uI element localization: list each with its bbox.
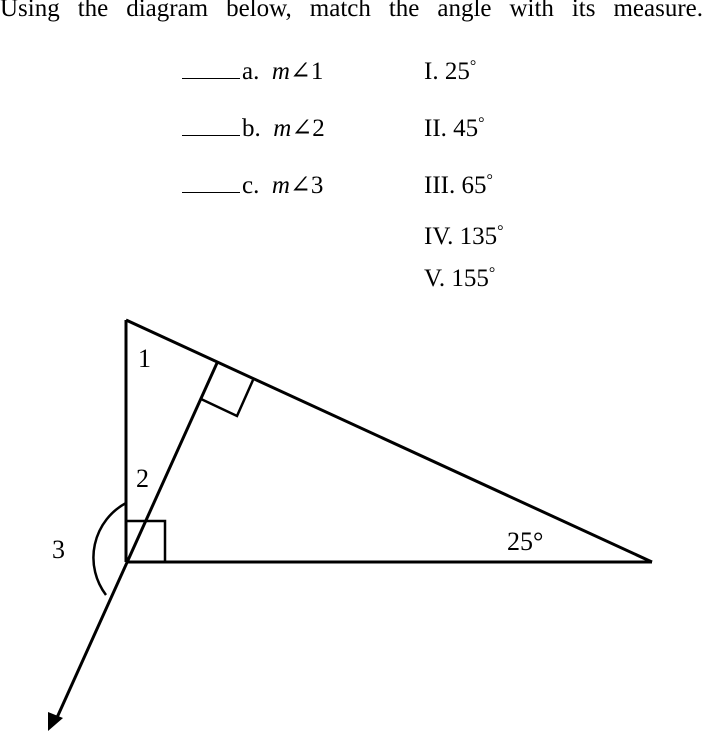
- degree-symbol: °: [497, 223, 504, 240]
- angle-symbol: ∠: [289, 172, 311, 199]
- choice-roman: III.: [424, 172, 456, 199]
- degree-symbol: °: [478, 115, 485, 132]
- choice-value: 135: [459, 223, 498, 250]
- choice-roman: V.: [424, 265, 446, 292]
- angle-symbol: ∠: [291, 115, 313, 142]
- instruction-text: Using the diagram below, match the angle with its measure.: [0, 0, 703, 22]
- measure-symbol: m: [271, 58, 290, 85]
- item-letter: a.: [242, 58, 260, 85]
- angle-number: 2: [312, 115, 325, 142]
- choice-roman: I.: [424, 58, 439, 85]
- angle-number: 1: [310, 58, 324, 85]
- choice-value: 155: [451, 265, 489, 292]
- measure-symbol: m: [271, 172, 290, 199]
- choice-value: 65: [461, 172, 487, 199]
- degree-symbol: °: [469, 58, 477, 75]
- choice-value: 25: [444, 58, 470, 85]
- measure-symbol: m: [273, 115, 292, 142]
- altitude-ray: [55, 363, 217, 722]
- choice-roman: II.: [424, 115, 447, 142]
- choice-value: 45: [453, 115, 479, 142]
- angle-2-label: 2: [136, 464, 149, 493]
- angle-symbol: ∠: [289, 58, 311, 85]
- given-angle-label: 25°: [507, 527, 544, 556]
- angle-number: 3: [310, 172, 324, 199]
- arrowhead-icon: [48, 712, 63, 731]
- item-letter: c.: [242, 172, 260, 199]
- degree-symbol: °: [488, 265, 496, 282]
- angle-1-label: 1: [138, 344, 151, 373]
- item-letter: b.: [242, 115, 261, 142]
- degree-symbol: °: [486, 172, 493, 189]
- right-angle-marker-altitude: [201, 380, 253, 416]
- hypotenuse: [126, 320, 652, 562]
- choice-roman: IV.: [424, 223, 454, 250]
- right-angle-marker-base: [126, 521, 165, 562]
- angle-3-arc: [93, 503, 126, 595]
- angle-3-label: 3: [52, 535, 65, 564]
